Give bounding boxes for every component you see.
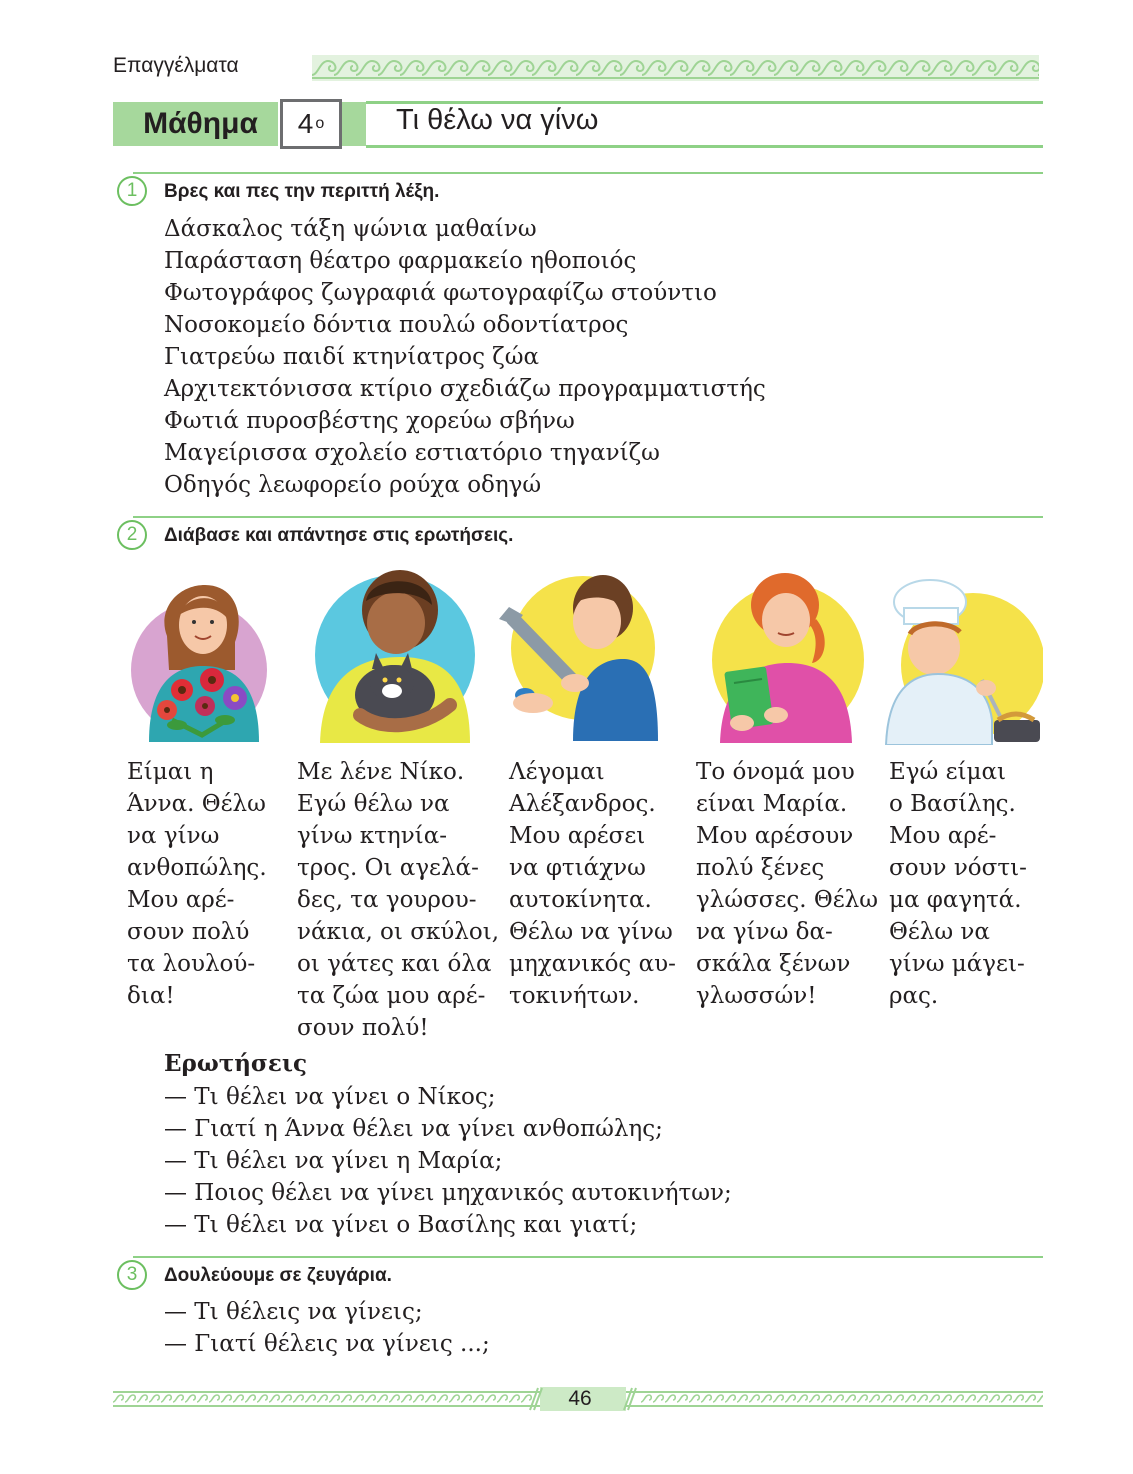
exercise-3-rule (133, 1256, 1043, 1258)
bio-line: δια! (127, 983, 175, 1009)
bio-line: νάκια, οι σκύλοι, (297, 919, 500, 945)
exercise-3-number: 3 (117, 1260, 147, 1290)
bio-line: να γίνω (127, 823, 220, 849)
bio-line: σουν πολύ! (297, 1015, 429, 1041)
bio-line: Μου αρέσουν (696, 823, 854, 849)
lesson-label: Μάθημα (113, 102, 278, 146)
bio-line: Μου αρέσει (509, 823, 646, 849)
word-list-line: Φωτιά πυροσβέστης χορεύω σβήνω (164, 408, 575, 434)
section-name: Επαγγέλματα (113, 54, 239, 77)
lesson-number: 4 (297, 108, 314, 139)
exercise-1-number: 1 (117, 176, 147, 206)
word-list-line: Μαγείρισσα σχολείο εστιατόριο τηγανίζω (164, 440, 660, 466)
bio-line: γλωσσών! (696, 983, 817, 1009)
exercise-1-word-lists (164, 213, 766, 501)
lesson-number-box (280, 99, 342, 149)
bio-line: ανθοπώλης. (127, 855, 267, 881)
boy-with-cat-illustration (300, 565, 480, 745)
lesson-title: Τι θέλω να γίνω (396, 104, 599, 136)
bio-line: τα λουλού- (127, 951, 256, 977)
bio-alexandros (509, 756, 676, 1012)
bio-line: Αλέξανδρος. (509, 791, 656, 817)
word-list-line: Οδηγός λεωφορείο ρούχα οδηγώ (164, 472, 542, 498)
question-item: — Γιατί η Άννα θέλει να γίνει ανθοπώλης; (164, 1116, 663, 1142)
boy-with-wrench-illustration (493, 563, 668, 743)
bio-line: αυτοκίνητα. (509, 887, 652, 913)
word-list-line: Αρχιτεκτόνισσα κτίριο σχεδιάζω προγραμματιστής (164, 376, 766, 402)
bio-line: πολύ ξένες (696, 855, 825, 881)
bio-line: Μου αρέ- (889, 823, 997, 849)
bio-line: τοκινήτων. (509, 983, 640, 1009)
bio-line: τρος. Οι αγελά- (297, 855, 479, 881)
bio-line: Θέλω να (889, 919, 990, 945)
question-item: — Τι θέλει να γίνει ο Βασίλης και γιατί; (164, 1212, 638, 1238)
pair-work-line: — Γιατί θέλεις να γίνεις ...; (164, 1331, 490, 1357)
bio-anna (127, 756, 267, 1012)
question-item: — Ποιος θέλει να γίνει μηχανικός αυτοκινήτων; (164, 1180, 732, 1206)
bio-line: ρας. (889, 983, 939, 1009)
bio-line: τα ζώα μου αρέ- (297, 983, 486, 1009)
word-list-line: Νοσοκομείο δόντια πουλώ οδοντίατρος (164, 312, 629, 338)
questions-list (164, 1081, 732, 1241)
bio-nikos (297, 756, 499, 1044)
bio-line: Λέγομαι (509, 759, 605, 785)
lesson-title-bottom-rule (366, 145, 1043, 148)
decorative-wave-band (312, 55, 1039, 81)
pair-work-line: — Τι θέλεις να γίνεις; (164, 1299, 423, 1325)
bio-line: να φτιάχνω (509, 855, 646, 881)
boy-chef-illustration (878, 570, 1043, 745)
exercise-1-title: Βρες και πες την περιττή λέξη. (164, 181, 440, 202)
bio-line: να γίνω δα- (696, 919, 833, 945)
bio-line: δες, τα γουρου- (297, 887, 477, 913)
bio-line: Θέλω να γίνω (509, 919, 673, 945)
bio-line: μηχανικός αυ- (509, 951, 676, 977)
bio-line: σκάλα ξένων (696, 951, 851, 977)
lesson-label-accent (342, 102, 366, 146)
bio-vasilis (889, 756, 1027, 1012)
pair-work-lines (164, 1296, 490, 1360)
girl-with-book-illustration (700, 565, 872, 745)
word-list-line: Παράσταση θέατρο φαρμακείο ηθοποιός (164, 248, 637, 274)
word-list-line: Δάσκαλος τάξη ψώνια μαθαίνω (164, 216, 537, 242)
page-number: 46 (568, 1387, 592, 1410)
bio-line: σουν νόστι- (889, 855, 1027, 881)
bio-line: σουν πολύ (127, 919, 250, 945)
bio-line: Εγώ είμαι (889, 759, 1007, 785)
lesson-number-suffix: ο (315, 115, 325, 132)
bio-line: Μου αρέ- (127, 887, 235, 913)
bio-line: γίνω μάγει- (889, 951, 1025, 977)
girl-with-flowers-illustration (127, 570, 285, 742)
bio-maria (696, 756, 878, 1012)
word-list-line: Φωτογράφος ζωγραφιά φωτογραφίζω στούντιο (164, 280, 717, 306)
exercise-2-title: Διάβασε και απάντησε στις ερωτήσεις. (164, 525, 514, 546)
word-list-line: Γιατρεύω παιδί κτηνίατρος ζώα (164, 344, 540, 370)
bio-line: οι γάτες και όλα (297, 951, 492, 977)
exercise-2-number: 2 (117, 520, 147, 550)
exercise-1-rule (133, 172, 1043, 174)
questions-heading: Ερωτήσεις (164, 1050, 307, 1077)
bio-line: Με λένε Νίκο. (297, 759, 465, 785)
question-item: — Τι θέλει να γίνει ο Νίκος; (164, 1084, 496, 1110)
bio-line: Άννα. Θέλω (127, 791, 266, 817)
bio-line: μα φαγητά. (889, 887, 1022, 913)
bio-line: είναι Μαρία. (696, 791, 848, 817)
question-item: — Τι θέλει να γίνει η Μαρία; (164, 1148, 503, 1174)
exercise-3-title: Δουλεύουμε σε ζευγάρια. (164, 1265, 392, 1286)
bio-line: ο Βασίλης. (889, 791, 1016, 817)
bio-line: Το όνομά μου (696, 759, 855, 785)
bio-line: γίνω κτηνία- (297, 823, 447, 849)
bio-line: Είμαι η (127, 759, 214, 785)
bio-line: γλώσσες. Θέλω (696, 887, 879, 913)
bio-line: Εγώ θέλω να (297, 791, 450, 817)
exercise-2-rule (133, 516, 1043, 518)
